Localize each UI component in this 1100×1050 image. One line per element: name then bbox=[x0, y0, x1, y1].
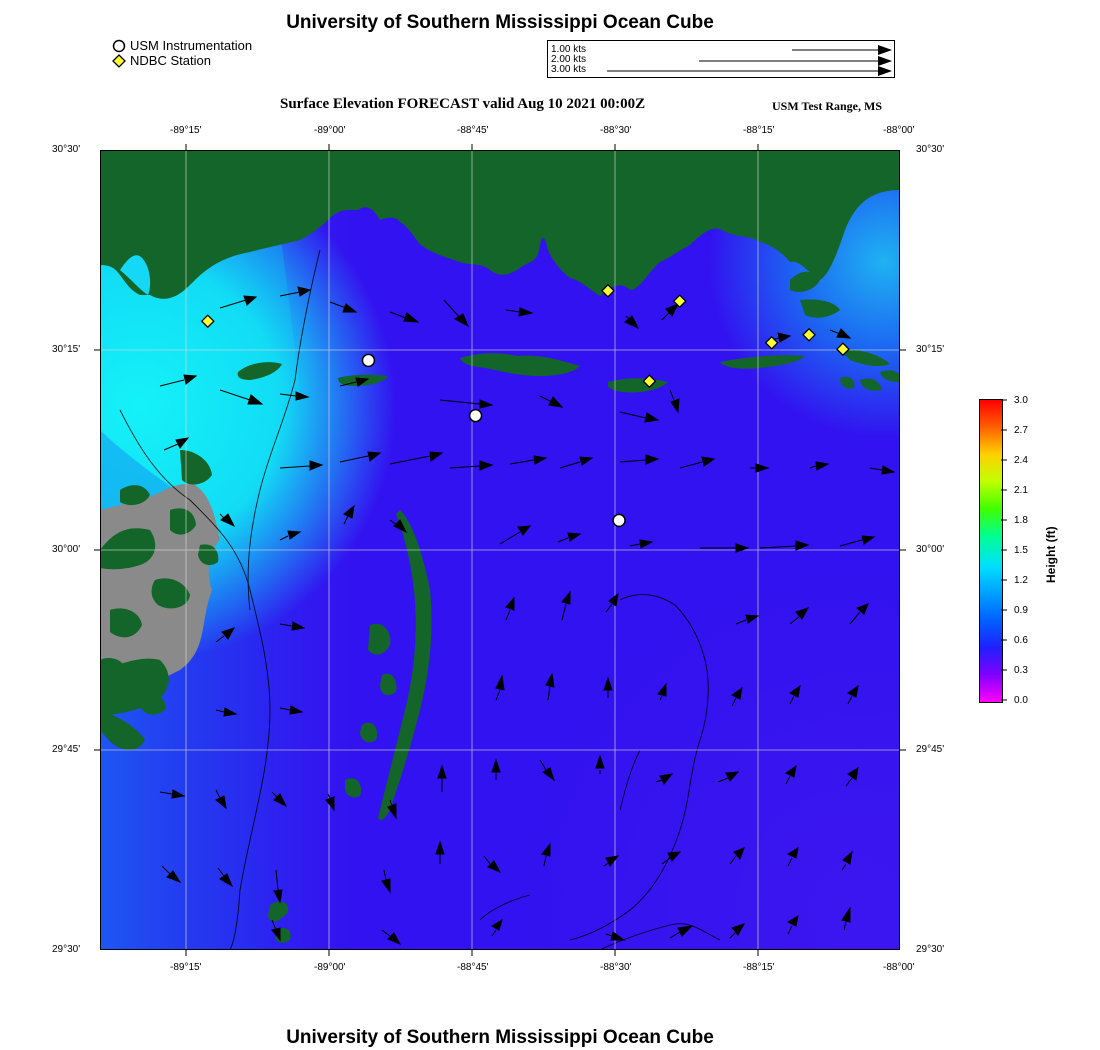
lon-tick-bottom: -88°45' bbox=[457, 962, 489, 973]
legend-usm-label: USM Instrumentation bbox=[130, 38, 253, 53]
colorbar-tick: 0.6 bbox=[1014, 635, 1028, 646]
lon-tick-top: -88°45' bbox=[457, 125, 489, 136]
footer-title: University of Southern Mississippi Ocean Cube bbox=[286, 1027, 714, 1048]
lat-tick-right: 30°00' bbox=[916, 544, 945, 555]
lat-tick-left: 30°30' bbox=[52, 144, 81, 155]
lon-tick-top: -88°15' bbox=[743, 125, 775, 136]
lat-tick-left: 30°15' bbox=[52, 344, 81, 355]
legend-ndbc bbox=[112, 53, 252, 68]
colorbar-title: Height (ft) bbox=[1044, 526, 1058, 583]
lon-tick-top: -89°00' bbox=[314, 125, 346, 136]
main-title: University of Southern Mississippi Ocean Cube bbox=[286, 12, 714, 33]
colorbar-tickmarks bbox=[1001, 399, 1009, 703]
colorbar-tick: 2.4 bbox=[1014, 455, 1028, 466]
circle-icon bbox=[112, 39, 126, 53]
lon-tick-top: -89°15' bbox=[170, 125, 202, 136]
lat-tick-left: 29°45' bbox=[52, 744, 81, 755]
marker-legend bbox=[112, 38, 252, 68]
lon-tick-bottom: -88°00' bbox=[883, 962, 915, 973]
colorbar-tick: 2.1 bbox=[1014, 485, 1028, 496]
colorbar-tick: 0.9 bbox=[1014, 605, 1028, 616]
lat-tick-right: 29°45' bbox=[916, 744, 945, 755]
lat-tick-left: 29°30' bbox=[52, 944, 81, 955]
colorbar-tick: 1.5 bbox=[1014, 545, 1028, 556]
lat-tick-right: 29°30' bbox=[916, 944, 945, 955]
lon-tick-top: -88°00' bbox=[883, 125, 915, 136]
frame-ticks bbox=[90, 140, 910, 960]
lat-tick-left: 30°00' bbox=[52, 544, 81, 555]
colorbar bbox=[979, 399, 1003, 703]
lon-tick-bottom: -88°30' bbox=[600, 962, 632, 973]
lon-tick-bottom: -88°15' bbox=[743, 962, 775, 973]
scale-label-1: 1.00 kts bbox=[551, 44, 587, 55]
diamond-icon bbox=[112, 54, 126, 68]
scale-label-3: 3.00 kts bbox=[551, 64, 587, 75]
lat-tick-right: 30°30' bbox=[916, 144, 945, 155]
lon-tick-bottom: -89°15' bbox=[170, 962, 202, 973]
lon-tick-bottom: -89°00' bbox=[314, 962, 346, 973]
scale-arrows bbox=[548, 41, 894, 77]
colorbar-tick: 0.3 bbox=[1014, 665, 1028, 676]
colorbar-gradient bbox=[980, 400, 1002, 702]
scale-label-2: 2.00 kts bbox=[551, 54, 587, 65]
colorbar-tick: 0.0 bbox=[1014, 695, 1028, 706]
vector-scale bbox=[547, 40, 895, 78]
forecast-subtitle: Surface Elevation FORECAST valid Aug 10 2021 00:00Z bbox=[280, 96, 646, 112]
lon-tick-top: -88°30' bbox=[600, 125, 632, 136]
legend-ndbc-label: NDBC Station bbox=[130, 53, 211, 68]
region-label: USM Test Range, MS bbox=[772, 99, 883, 113]
legend-usm bbox=[112, 38, 252, 53]
lat-tick-right: 30°15' bbox=[916, 344, 945, 355]
colorbar-tick: 1.2 bbox=[1014, 575, 1028, 586]
colorbar-tick: 3.0 bbox=[1014, 395, 1028, 406]
colorbar-tick: 1.8 bbox=[1014, 515, 1028, 526]
colorbar-tick: 2.7 bbox=[1014, 425, 1028, 436]
